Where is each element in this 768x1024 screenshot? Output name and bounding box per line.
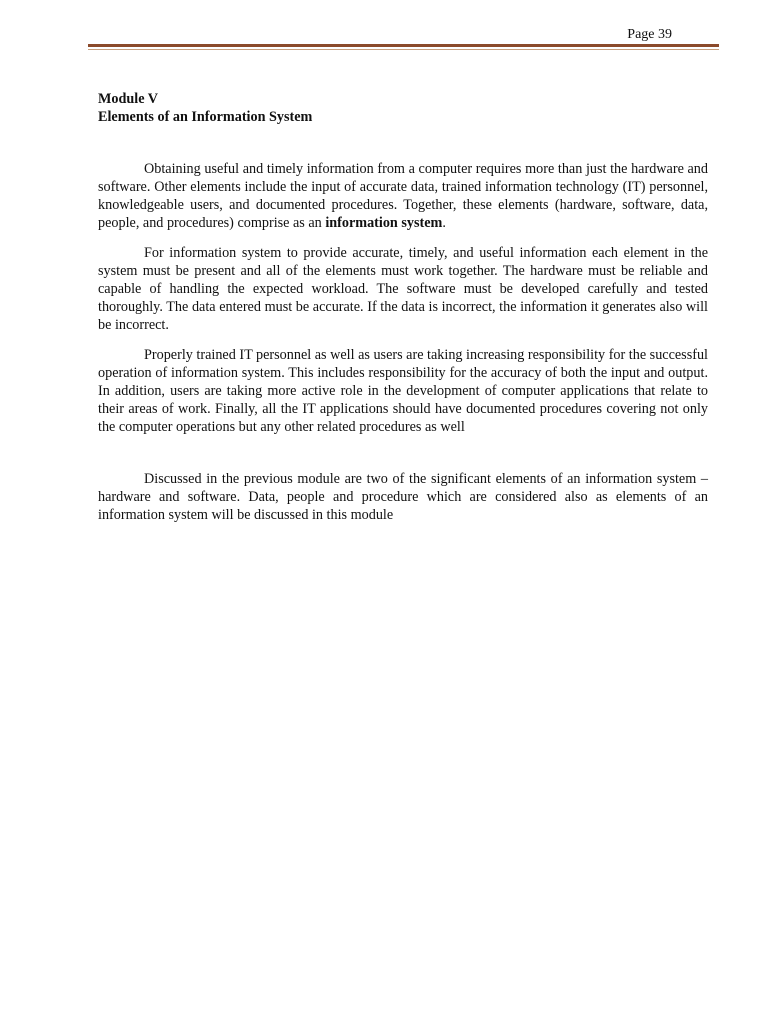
header-rule [88, 44, 719, 47]
paragraph-intro-text: Obtaining useful and timely information from a computer requires more than just the hardware and software. Other elements include the input of accurate data, trained information technology (IT) personnel, knowledgeable users, and documented procedures. Together, these elements (hardware, software, data, people, and procedures) comprise as an [98, 161, 708, 231]
term-information-system: information system [325, 215, 443, 231]
document-body [98, 90, 708, 536]
paragraph-intro-end: . [442, 215, 446, 231]
paragraph-module-scope: Discussed in the previous module are two of the significant elements of an information system – hardware and software. Data, people and procedure which are considered also as elements of an information system will be discussed in this module [98, 471, 708, 523]
header-rule-accent [88, 49, 719, 50]
module-subtitle: Elements of an Information System [98, 109, 313, 125]
module-title: Module V [98, 91, 159, 107]
paragraph-intro [98, 160, 708, 232]
paragraph-personnel: Properly trained IT personnel as well as users are taking increasing responsibility for the successful operation of information system. This includes responsibility for the accuracy of both the input and output. In addition, users are taking more active role in the development of computer applications that relate to their areas of work. Finally, all the IT applications should have documented procedures covering not only the computer operations but any other related procedures as well [98, 347, 708, 435]
paragraph-requirements: For information system to provide accurate, timely, and useful information each element in the system must be present and all of the elements must work together. The hardware must be reliable and capable of handling the expected workload. The software must be developed carefully and tested thoroughly. The data entered must be accurate. If the data is incorrect, the information it generates also will be incorrect. [98, 245, 708, 333]
page-number: Page 39 [627, 27, 672, 42]
